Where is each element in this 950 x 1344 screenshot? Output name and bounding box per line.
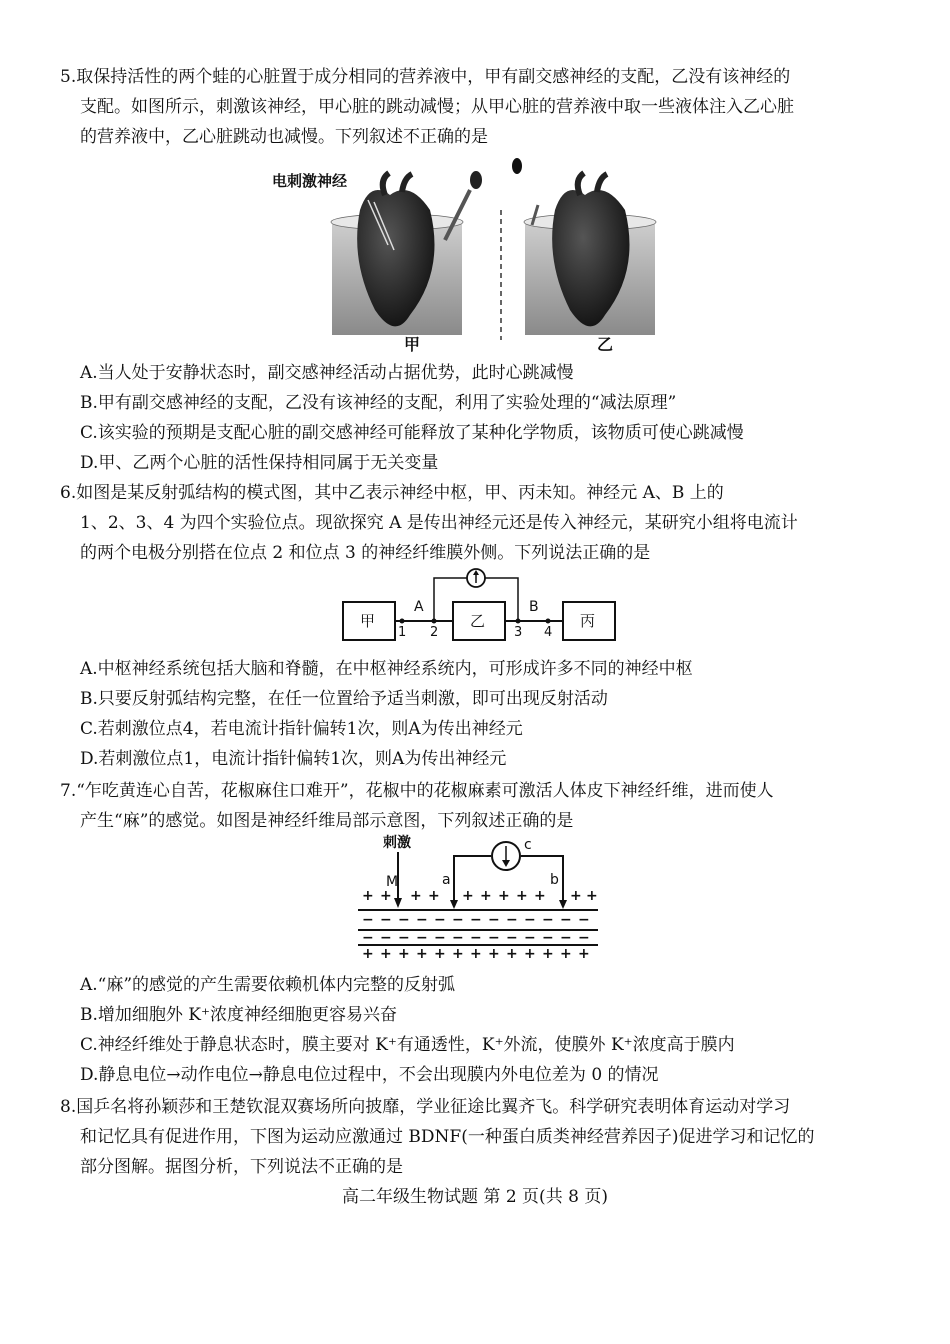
q8-stem-line-1: 8.国乒名将孙颖莎和王楚钦混双赛场所向披靡，学业征途比翼齐飞。科学研究表明体育运动对学习 (60, 1097, 791, 1117)
point-a: a (442, 872, 451, 888)
q5-stem-line-1: 5.取保持活性的两个蛙的心脏置于成分相同的营养液中，甲有副交感神经的支配，乙没有该神经的 (60, 67, 791, 87)
stim-text: 刺激 (383, 835, 411, 851)
q5-heart-figure (270, 150, 670, 355)
q7-option-c: C.神经纤维处于静息状态时，膜主要对 K⁺有通透性，K⁺外流，使膜外 K⁺浓度高于膜内 (80, 1035, 735, 1055)
q5-stem-line-3: 的营养液中，乙心脏跳动也减慢。下列叙述不正确的是 (80, 127, 488, 147)
right-label: 乙 (597, 335, 614, 354)
neuron-a-label: A (414, 599, 424, 615)
drop-icon (512, 158, 522, 174)
q6-stem-line-2: 1、2、3、4 为四个实验位点。现欲探究 A 是传出神经元还是传入神经元，某研究小组将电流计 (80, 513, 798, 533)
q5-option-d: D.甲、乙两个心脏的活性保持相同属于无关变量 (80, 453, 439, 473)
neuron-b-label: B (529, 599, 539, 615)
box-jia: 甲 (360, 612, 376, 630)
site-3: 3 (514, 625, 523, 640)
q7-option-a: A.“麻”的感觉的产生需要依赖机体内完整的反射弧 (80, 975, 456, 995)
q7-nerve-fiber-figure: 刺激 M a b c + + + + + + + + + + + − − − − − − − − − − − − − − − − − − − − − − − − − − + + + + + + + + + + + + + (358, 832, 598, 967)
site-4: 4 (544, 625, 553, 640)
q8-stem-line-2: 和记忆具有促进作用，下图为运动应激通过 BDNF(一种蛋白质类神经营养因子)促进学习和记忆的 (80, 1127, 815, 1147)
stim-label: 电刺激神经 (272, 172, 348, 190)
q5-stem-line-2: 支配。如图所示，刺激该神经，甲心脏的跳动减慢；从甲心脏的营养液中取一些液体注入乙心脏 (80, 97, 794, 117)
site-1: 1 (398, 625, 407, 640)
q7-stem-line-1: 7.“乍吃黄连心自苦，花椒麻住口难开”，花椒中的花椒麻素可激活人体皮下神经纤维，进而使人 (60, 781, 774, 801)
box-bing: 丙 (580, 612, 596, 630)
point-m: M (386, 874, 399, 890)
q5-option-a: A.当人处于安静状态时，副交感神经活动占据优势，此时心跳减慢 (80, 363, 574, 383)
page-footer: 高二年级生物试题 第 2 页(共 8 页) (342, 1187, 608, 1207)
point-c: c (524, 837, 532, 853)
q6-stem-line-3: 的两个电极分别搭在位点 2 和位点 3 的神经纤维膜外侧。下列说法正确的是 (80, 543, 651, 563)
q7-stem-line-2: 产生“麻”的感觉。如图是神经纤维局部示意图，下列叙述正确的是 (80, 811, 574, 831)
box-yi: 乙 (470, 612, 486, 630)
q6-option-b: B.只要反射弧结构完整，在任一位置给予适当刺激，即可出现反射活动 (80, 689, 608, 709)
left-label: 甲 (404, 335, 421, 354)
reflex-arc-diagram (340, 562, 620, 644)
q5-option-c: C.该实验的预期是支配心脏的副交感神经可能释放了某种化学物质，该物质可使心跳减慢 (80, 423, 744, 443)
q6-option-a: A.中枢神经系统包括大脑和脊髓，在中枢神经系统内，可形成许多不同的神经中枢 (80, 659, 693, 679)
q7-option-b: B.增加细胞外 K⁺浓度神经细胞更容易兴奋 (80, 1005, 397, 1025)
q6-option-c: C.若刺激位点4，若电流计指针偏转1次，则A为传出神经元 (80, 719, 523, 739)
q6-reflex-arc-figure (340, 562, 620, 644)
q5-option-b: B.甲有副交感神经的支配，乙没有该神经的支配，利用了实验处理的“减法原理” (80, 393, 677, 413)
q6-option-d: D.若刺激位点1，电流计指针偏转1次，则A为传出神经元 (80, 749, 507, 769)
q8-stem-line-3: 部分图解。据图分析，下列说法不正确的是 (80, 1157, 403, 1177)
q6-stem-line-1: 6.如图是某反射弧结构的模式图，其中乙表示神经中枢，甲、丙未知。神经元 A、B 上的 (60, 483, 724, 503)
site-2: 2 (430, 625, 439, 640)
q7-option-d: D.静息电位→动作电位→静息电位过程中，不会出现膜内外电位差为 0 的情况 (80, 1065, 659, 1085)
point-b: b (550, 872, 559, 888)
